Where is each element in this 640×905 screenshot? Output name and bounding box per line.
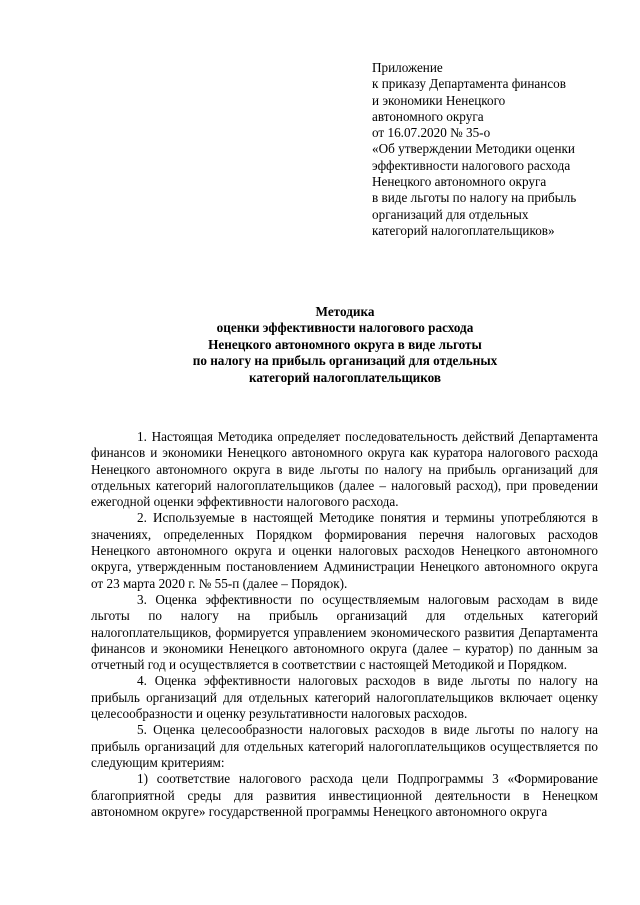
appendix-line: эффективности налогового расхода — [372, 157, 571, 173]
paragraph: 2. Используемые в настоящей Методике понятия и термины употребляются в значениях, определенных Порядком формирования перечня налоговых расходов Ненецкого автономного округа и оценки налоговых расходов Ненецкого автономного округа, утвержденным постановлением Администрации Ненецкого автономного округа от 23 марта 2020 г. № 55-п (далее – Порядок). — [91, 510, 598, 591]
paragraph: 5. Оценка целесообразности налоговых расходов в виде льготы по налогу на прибыль организаций для отдельных категорий налогоплательщиков осуществляется по следующим критериям: — [91, 722, 598, 770]
appendix-line: к приказу Департамента финансов — [372, 76, 566, 92]
title-line: категорий налогоплательщиков — [248, 369, 442, 385]
title-line: Методика — [315, 304, 375, 319]
appendix-line: организаций для отдельных — [372, 206, 529, 222]
appendix-line: автономного округа — [372, 108, 484, 124]
appendix-line: Ненецкого автономного округа — [372, 174, 547, 190]
appendix-line: от 16.07.2020 № 35-о — [372, 125, 491, 141]
paragraph: 4. Оценка эффективности налоговых расходов в виде льготы по налогу на прибыль организаций для отдельных категорий налогоплательщиков включает оценку целесообразности и оценку результативности налоговых расходов. — [91, 673, 598, 722]
document-body — [91, 429, 598, 820]
title-line: оценки эффективности налогового расхода — [216, 320, 474, 336]
appendix-line: «Об утверждении Методики оценки — [372, 141, 575, 157]
document-title — [60, 304, 630, 386]
appendix-line: Приложение — [372, 60, 443, 75]
paragraph: 1) соответствие налогового расхода цели Подпрограммы 3 «Формирование благоприятной среды для развития инвестиционной деятельности в Ненецком автономном округе» государственной программы Ненецкого автономного округа — [91, 771, 598, 819]
title-line: по налогу на прибыль организаций для отдельных — [192, 353, 498, 369]
appendix-line: и экономики Ненецкого — [372, 92, 506, 108]
paragraph: 1. Настоящая Методика определяет последовательность действий Департамента финансов и экономики Ненецкого автономного округа как куратора налогового расхода Ненецкого автономного округа в виде льготы по налогу на прибыль организаций для отдельных категорий налогоплательщиков (далее – налоговый расход), при проведении ежегодной оценки эффективности налогового расхода. — [91, 429, 598, 510]
title-line: Ненецкого автономного округа в виде льготы — [208, 336, 482, 352]
appendix-line: категорий налогоплательщиков» — [372, 222, 555, 238]
paragraph: 3. Оценка эффективности по осуществляемым налоговым расходам в виде льготы по налогу на прибыль организаций для отдельных категорий налогоплательщиков, формируется управлением экономического развития Департамента финансов и экономики Ненецкого автономного округа (далее – куратор) по данным за отчетный год и осуществляется в соответствии с настоящей Методикой и Порядком. — [91, 591, 598, 673]
appendix-line: в виде льготы по налогу на прибыль — [372, 190, 577, 206]
appendix-note — [372, 60, 622, 239]
